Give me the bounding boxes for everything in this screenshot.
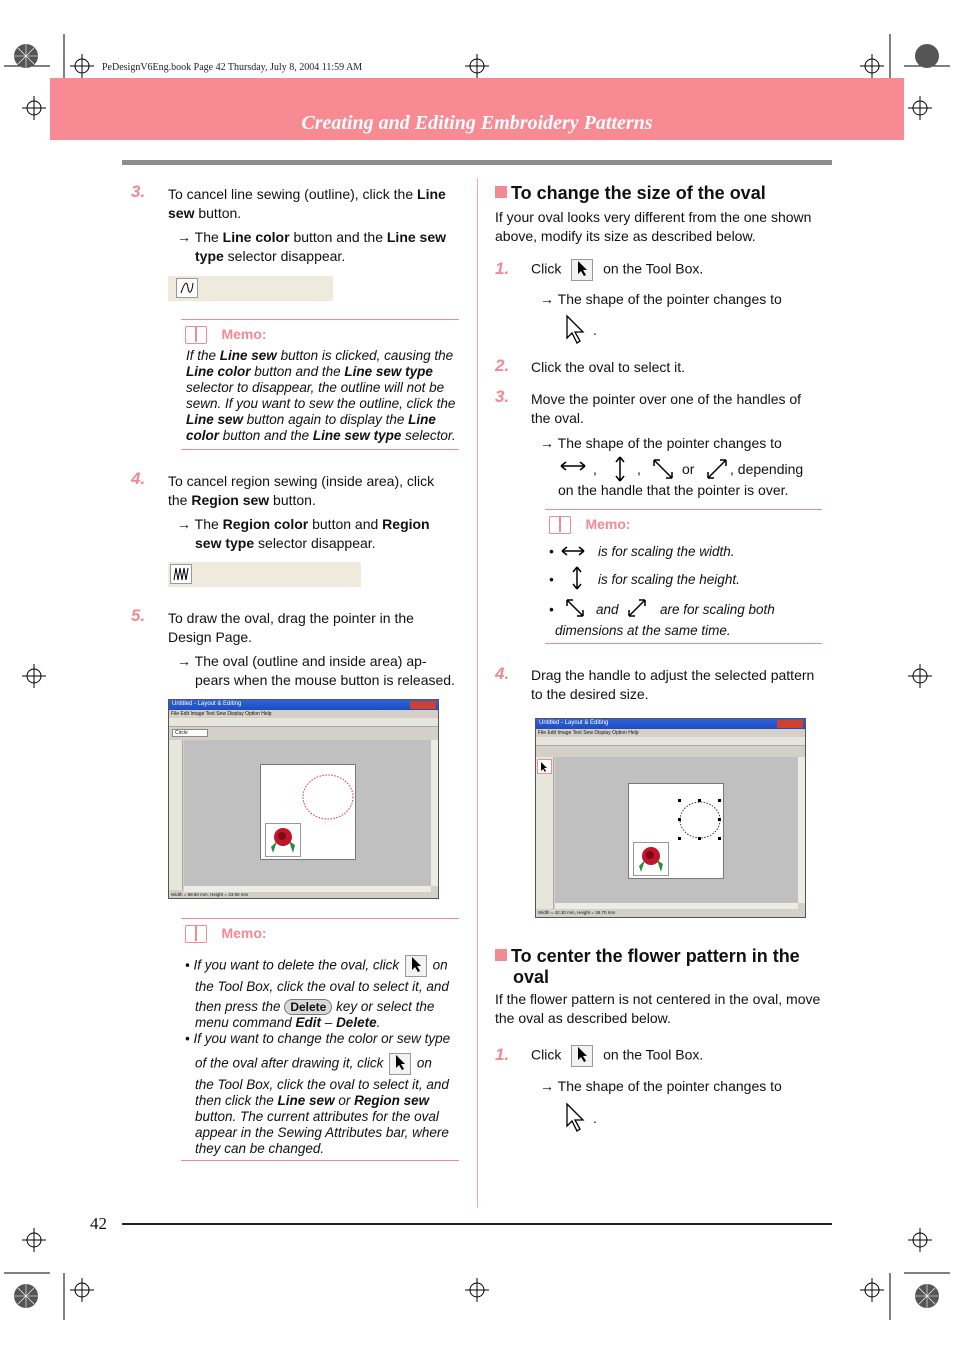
step3-result-cont: on the handle that the pointer is over.	[558, 482, 789, 498]
sewing-attributes-bar	[168, 562, 361, 587]
menu-bar[interactable]: File Edit Image Text Sew Display Option Help	[538, 730, 639, 736]
sewing-attributes-bar	[168, 276, 333, 301]
book-icon	[185, 925, 207, 943]
design-area[interactable]	[555, 757, 798, 903]
step4-text: Drag the handle to adjust the selected pattern to the desired size.	[531, 667, 815, 702]
title-bar	[536, 719, 805, 729]
memo-bullet: • is for scaling the height.	[549, 566, 819, 590]
oval-shape	[301, 773, 355, 821]
shape-combo[interactable]: Circle	[172, 729, 208, 737]
select-tool-highlight[interactable]	[537, 759, 552, 774]
status-bar: Width = 42.30 mm, Height = 36.70 mm	[538, 910, 616, 915]
period: .	[593, 322, 597, 338]
arrow-pointer-icon	[576, 1046, 588, 1062]
chapter-title: Creating and Editing Embroidery Patterns	[301, 112, 653, 134]
footer-rule	[122, 1223, 832, 1225]
memo-header	[185, 925, 267, 943]
heading-bullet	[495, 949, 507, 961]
select-tool-button[interactable]	[389, 1053, 411, 1075]
app-screenshot	[168, 699, 439, 899]
page-number: 42	[90, 1214, 107, 1233]
step-number: 3.	[495, 387, 510, 406]
step2-text: Click the oval to select it.	[531, 359, 686, 375]
memo-bullet: • and are for scaling both	[549, 598, 819, 618]
memo-title: Memo:	[221, 925, 267, 942]
delete-key: Delete	[284, 999, 332, 1015]
window-title: Untitled - Layout & Editing	[172, 701, 242, 707]
section-heading: To center the flower pattern in the oval	[495, 946, 835, 988]
step3-text: Move the pointer over one of the handles of the oval.	[531, 391, 802, 426]
memo-box	[181, 918, 459, 1161]
step1-text: Click on the Tool Box.	[531, 1045, 831, 1067]
region-sew-button[interactable]	[170, 564, 192, 584]
tool-box[interactable]	[169, 740, 183, 890]
period: .	[593, 1110, 597, 1126]
section-heading: To change the size of the oval	[495, 183, 835, 204]
rose-pattern	[265, 823, 301, 857]
step1-result: → The shape of the pointer changes to	[540, 291, 782, 307]
title-bar	[169, 700, 438, 710]
book-icon	[185, 326, 207, 344]
step-number: 1.	[495, 1045, 510, 1064]
memo-header	[549, 516, 631, 534]
vertical-scrollbar[interactable]	[431, 740, 439, 886]
pointer-cursor-icon	[565, 1102, 589, 1134]
line-sew-icon	[177, 279, 197, 297]
memo-bullet: • is for scaling the width.	[549, 544, 735, 559]
resize-vertical-icon	[614, 456, 626, 482]
arrow-pointer-icon	[394, 1054, 406, 1070]
tool-box[interactable]	[536, 757, 554, 909]
toolbar[interactable]	[536, 737, 805, 746]
horizontal-scrollbar[interactable]	[555, 903, 798, 909]
memo-box	[545, 509, 822, 644]
resize-horizontal-icon	[560, 460, 586, 472]
section-intro: If your oval looks very different from the one shown above, modify its size as described below.	[495, 209, 812, 244]
step-number: 4.	[131, 469, 146, 488]
chapter-banner	[50, 78, 904, 140]
window-controls[interactable]	[410, 701, 436, 709]
step-number: 5.	[131, 606, 146, 625]
step5-result: → The oval (outline and inside area) ap- pears when the mouse button is released.	[177, 653, 455, 688]
memo-text: dimensions at the same time.	[555, 623, 731, 638]
app-screenshot	[535, 718, 806, 918]
resize-diagonal-nwse-icon	[652, 458, 674, 480]
design-page	[260, 764, 356, 860]
arrow-pointer-icon	[576, 260, 588, 276]
design-page	[628, 783, 724, 879]
memo-box	[181, 319, 459, 450]
select-tool-button[interactable]	[405, 955, 427, 977]
memo-title: Memo:	[221, 326, 267, 343]
design-area[interactable]	[184, 740, 431, 886]
heading-bullet	[495, 186, 507, 198]
pointer-cursor-icon	[565, 314, 589, 346]
resize-diagonal-nwse-icon	[565, 598, 585, 618]
status-bar: Width = 59.60 mm, Height = 43.90 mm	[171, 892, 249, 897]
memo-title: Memo:	[585, 516, 631, 533]
select-tool-button[interactable]	[571, 1045, 593, 1067]
section-intro: If the flower pattern is not centered in the oval, move the oval as described below.	[495, 991, 821, 1026]
step1-text: Click on the Tool Box.	[531, 259, 831, 281]
step3-result: → The shape of the pointer changes to	[540, 435, 782, 451]
window-controls[interactable]	[777, 720, 803, 728]
book-icon	[549, 516, 571, 534]
step-number: 4.	[495, 664, 510, 683]
resize-cursors-row: , , or , depending	[560, 456, 835, 482]
memo-bullet: • If you want to delete the oval, click on the Tool Box, click the oval to select it, and then press the Delete key or select the menu command Edit – Delete.	[185, 955, 460, 1031]
header-rule	[122, 160, 832, 165]
window-title: Untitled - Layout & Editing	[539, 720, 609, 726]
rose-pattern	[633, 842, 669, 876]
step3-text: To cancel line sewing (outline), click the Line sew button.	[168, 186, 446, 221]
step4-result: → The Region color button and Region sew type selector disappear.	[177, 516, 430, 551]
memo-text: If the Line sew button is clicked, causing the Line color button and the Line sew type selector to disappear, the outline will not be sewn. If you want to sew the outline, click the Line sew button again to display the Line color button and the Line sew type selector.	[186, 348, 456, 443]
resize-vertical-icon	[571, 566, 583, 590]
column-divider	[477, 178, 478, 1208]
menu-bar[interactable]: File Edit Image Text Sew Display Option Help	[171, 711, 272, 717]
step-number: 3.	[131, 182, 146, 201]
step3-result: → The Line color button and the Line sew type selector disappear.	[177, 229, 447, 264]
arrow-pointer-icon	[410, 956, 422, 972]
file-meta: PeDesignV6Eng.book Page 42 Thursday, July 8, 2004 11:59 AM	[102, 62, 363, 73]
vertical-scrollbar[interactable]	[798, 757, 806, 903]
region-sew-icon	[171, 565, 191, 583]
step-number: 2.	[495, 356, 510, 375]
step4-text: To cancel region sewing (inside area), click the Region sew button.	[168, 473, 435, 508]
select-tool-button[interactable]	[571, 259, 593, 281]
oval-shape-selected	[675, 796, 725, 844]
resize-diagonal-nesw-icon	[706, 458, 728, 480]
resize-diagonal-nesw-icon	[627, 598, 647, 618]
toolbar[interactable]	[169, 718, 438, 727]
line-sew-button[interactable]	[176, 278, 198, 298]
arrow-pointer-icon	[538, 761, 550, 773]
step-number: 1.	[495, 259, 510, 278]
memo-header	[185, 326, 267, 344]
step1-result: → The shape of the pointer changes to	[540, 1078, 782, 1094]
resize-horizontal-icon	[561, 545, 585, 557]
step5-text: To draw the oval, drag the pointer in the Design Page.	[168, 610, 414, 645]
memo-bullet: • If you want to change the color or sew type of the oval after drawing it, click on the Tool Box, click the oval to select it, and then click the Line sew or Region sew button. The current attributes for the oval appear in the Sewing Attributes bar, where they can be changed.	[185, 1031, 451, 1156]
